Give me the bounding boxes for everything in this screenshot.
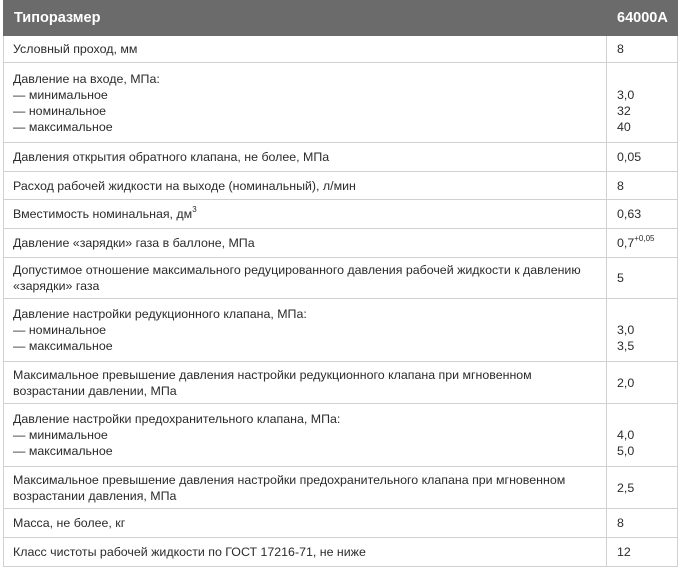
param-value (617, 71, 668, 87)
table-header-row (4, 1, 678, 36)
param-cell (4, 36, 607, 63)
param-label: Вместимость номинальная, $дм^3$ (13, 204, 197, 221)
param-cell (4, 467, 607, 509)
param-label: — номинальное (13, 103, 107, 118)
value-cell (607, 229, 678, 258)
param-label: Давление на входе, МПа: (13, 71, 160, 86)
value-cell (607, 172, 678, 200)
table-row (4, 63, 678, 143)
table-row (4, 467, 678, 509)
table-row (4, 143, 678, 172)
value-cell (607, 509, 678, 538)
param-value: 8 (617, 42, 624, 56)
param-label: Максимальное превышение давления настройки редукционного клапана при мгновенном возрастании давлении, МПа (13, 367, 532, 398)
param-label: — максимальное (13, 119, 113, 134)
param-value: 12 (617, 545, 631, 559)
value-cell (607, 404, 678, 467)
param-value: 32 (617, 103, 631, 118)
table-row (4, 509, 678, 538)
param-value: 5 (617, 271, 624, 285)
param-label: Условный проход, мм (13, 42, 138, 56)
value-cell (607, 299, 678, 362)
param-value: 2,5 (617, 480, 635, 495)
table-row (4, 362, 678, 404)
param-value (617, 306, 668, 322)
table-row (4, 299, 678, 362)
value-cell (607, 63, 678, 143)
table-row (4, 229, 678, 258)
param-label: Давление «зарядки» газа в баллоне, МПа (13, 236, 255, 250)
value-cell (607, 258, 678, 299)
param-label: Масса, не более, кг (13, 516, 126, 530)
param-label: Давления открытия обратного клапана, не более, МПа (13, 150, 330, 164)
param-value: $0,7^{+0,05}$ (617, 233, 655, 250)
table-row (4, 36, 678, 63)
unit-superscript: 3 (192, 204, 197, 214)
param-value: 2,0 (617, 375, 635, 390)
param-value: 3,0 (617, 87, 635, 102)
param-value: 3,5 (617, 339, 635, 353)
param-cell (4, 172, 607, 200)
param-label: Давление настройки редукционного клапана, МПа: (13, 307, 307, 321)
param-label: — номинальное (13, 323, 107, 337)
param-value: 4,0 (617, 428, 635, 442)
value-cell (607, 467, 678, 509)
param-cell (4, 362, 607, 404)
param-label: Класс чистоты рабочей жидкости по ГОСТ 17216-71, не ниже (13, 545, 366, 559)
param-cell (4, 299, 607, 362)
spec-table (3, 0, 678, 567)
param-label: — минимальное (13, 428, 108, 442)
value-cell (607, 538, 678, 567)
param-label: Расход рабочей жидкости на выходе (номинальный), л/мин (13, 178, 356, 193)
param-cell (4, 538, 607, 567)
param-cell (4, 63, 607, 143)
param-value: 0,63 (617, 207, 642, 221)
param-label: — минимальное (13, 87, 108, 102)
table-row (4, 258, 678, 299)
param-value: 5,0 (617, 444, 635, 458)
param-label: — максимальное (13, 444, 113, 458)
param-value: 3,0 (617, 323, 635, 337)
table-row (4, 200, 678, 229)
param-cell (4, 143, 607, 172)
param-cell (4, 229, 607, 258)
param-cell (4, 200, 607, 229)
param-value: 40 (617, 119, 631, 134)
header-param: Типоразмер (4, 1, 607, 36)
param-value: 0,05 (617, 150, 642, 164)
value-cell (607, 36, 678, 63)
value-cell (607, 362, 678, 404)
value-cell (607, 200, 678, 229)
table-row (4, 404, 678, 467)
param-value (617, 411, 668, 427)
param-value: 8 (617, 178, 624, 193)
param-cell (4, 258, 607, 299)
param-cell (4, 509, 607, 538)
header-model: 64000A (607, 1, 678, 36)
table-row (4, 538, 678, 567)
tolerance-superscript: +0,05 (634, 233, 655, 243)
param-label: Давление настройки предохранительного клапана, МПа: (13, 412, 341, 426)
value-cell (607, 143, 678, 172)
param-value: 8 (617, 516, 624, 530)
param-label: Максимальное превышение давления настройки предохранительного клапана при мгновенном возрастании давления, МПа (13, 472, 566, 503)
param-label: Допустимое отношение максимального редуцированного давления рабочей жидкости к давлению «зарядки» газа (13, 263, 581, 293)
table-row (4, 172, 678, 200)
param-label: — максимальное (13, 339, 113, 353)
param-cell (4, 404, 607, 467)
